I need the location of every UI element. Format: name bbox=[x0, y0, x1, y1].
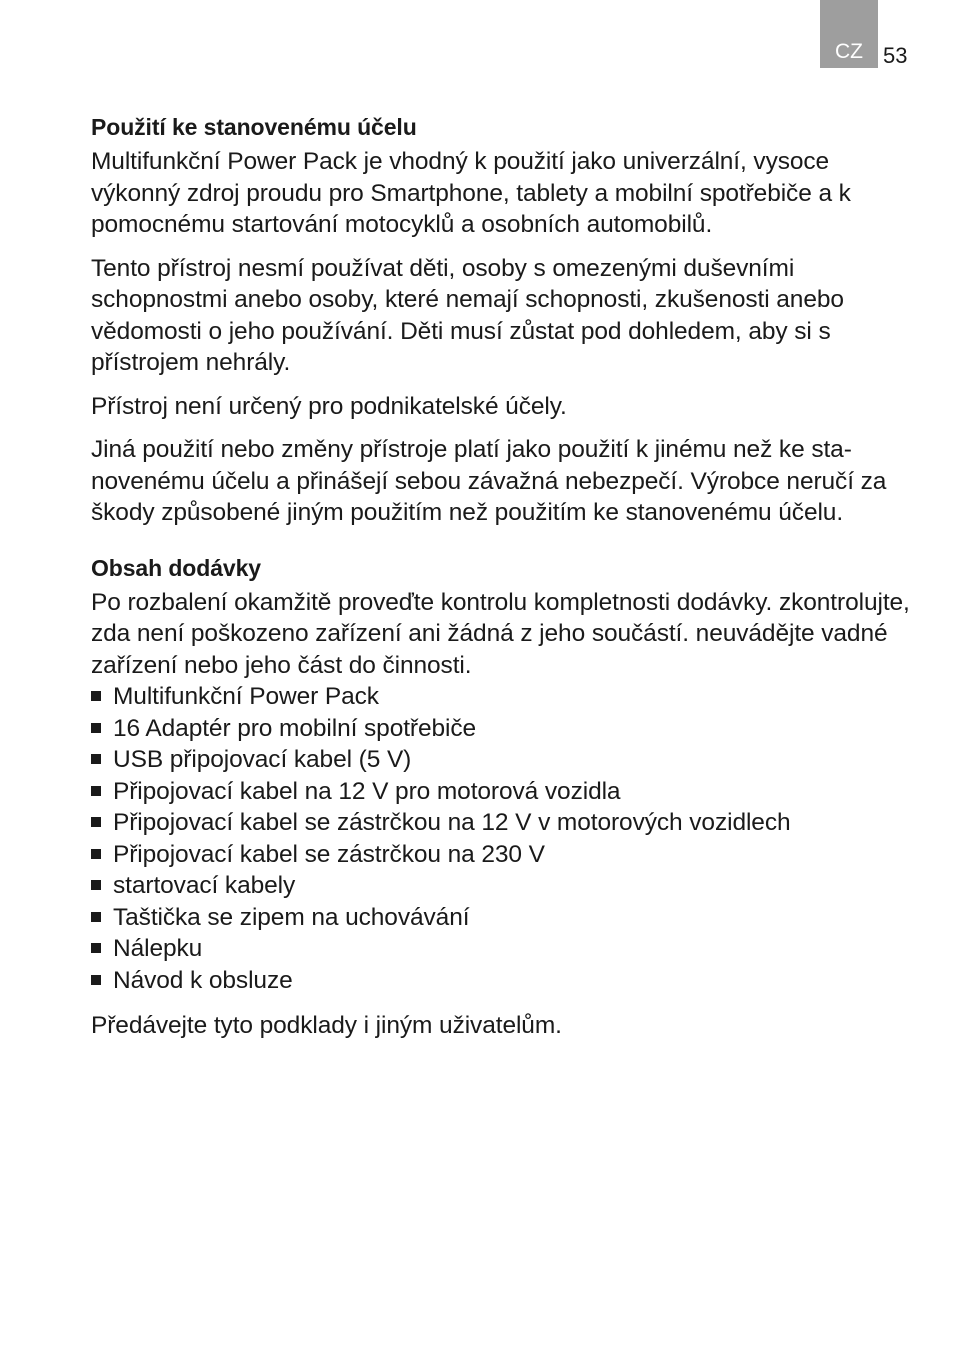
square-bullet-icon bbox=[91, 975, 101, 985]
square-bullet-icon bbox=[91, 943, 101, 953]
square-bullet-icon bbox=[91, 754, 101, 764]
square-bullet-icon bbox=[91, 817, 101, 827]
list-item-text: 16 Adaptér pro mobilní spotřebiče bbox=[113, 714, 477, 742]
square-bullet-icon bbox=[91, 691, 101, 701]
square-bullet-icon bbox=[91, 880, 101, 890]
language-code: CZ bbox=[835, 40, 863, 63]
square-bullet-icon bbox=[91, 786, 101, 796]
list-item-text: Návod k obsluze bbox=[113, 966, 293, 994]
page-number: 53 bbox=[883, 43, 908, 68]
list-item bbox=[91, 870, 916, 902]
paragraph: Multifunkční Power Pack je vhodný k použití jako univerzální, vysoce výkonný zdroj proudu pro Smartphone, tablety a mobilní spotřebiče a k pomocnému startování motocyklů a osobních automobilů. bbox=[91, 148, 851, 238]
list-item bbox=[91, 807, 916, 839]
list-item-text: Nálepku bbox=[113, 935, 203, 962]
list-item bbox=[91, 965, 916, 997]
list-item bbox=[91, 839, 916, 871]
section-heading-package-contents: Obsah dodávky bbox=[91, 554, 261, 581]
paragraph: Přístroj není určený pro podnikatelské účely. bbox=[91, 392, 567, 420]
page-content bbox=[91, 110, 916, 1054]
square-bullet-icon bbox=[91, 849, 101, 859]
list-item bbox=[91, 933, 916, 965]
list-item bbox=[91, 902, 916, 934]
language-tab bbox=[820, 0, 878, 68]
paragraph: Jiná použití nebo změny přístroje platí jako použití k jinému než ke stanovenému účelu a přinášejí sebou závažná nebezpečí. Výrobce neručí za škody způsobené jiným použitím než použitím ke stanovenému účelu. bbox=[91, 436, 887, 526]
square-bullet-icon bbox=[91, 723, 101, 733]
square-bullet-icon bbox=[91, 912, 101, 922]
list-item bbox=[91, 713, 916, 745]
list-item-text: Připojovací kabel na 12 V pro motorová vozidla bbox=[113, 777, 621, 805]
list-item bbox=[91, 681, 916, 713]
list-item-text: startovací kabely bbox=[113, 872, 296, 899]
list-item bbox=[91, 744, 916, 776]
contents-list bbox=[91, 681, 916, 996]
list-item-text: Připojovací kabel se zástrčkou na 12 V v motorových vozidlech bbox=[113, 809, 791, 836]
list-item-text: USB připojovací kabel (5 V) bbox=[113, 746, 412, 773]
paragraph: Po rozbalení okamžitě proveďte kontrolu kompletnosti dodávky. zkontrolujte, zda není poškozeno zařízení ani žádná z jeho součástí. neuvádějte vadné zařízení nebo jeho část do činnosti. bbox=[91, 588, 910, 679]
closing-paragraph: Předávejte tyto podklady i jiným uživatelům. bbox=[91, 1012, 562, 1039]
section-heading-intended-use: Použití ke stanovenému účelu bbox=[91, 114, 417, 140]
list-item bbox=[91, 776, 916, 808]
list-item-text: Připojovací kabel se zástrčkou na 230 V bbox=[113, 840, 545, 868]
paragraph: Tento přístroj nesmí používat děti, osoby s omezenými duševními schopnostmi anebo osoby, které nemají schopnosti, zkušenosti anebo vědomosti o jeho používání. Děti musí zůstat pod dohledem, aby si s přístrojem nehrály. bbox=[91, 254, 844, 376]
list-item-text: Multifunkční Power Pack bbox=[113, 683, 379, 710]
list-item-text: Taštička se zipem na uchovávání bbox=[113, 903, 470, 931]
